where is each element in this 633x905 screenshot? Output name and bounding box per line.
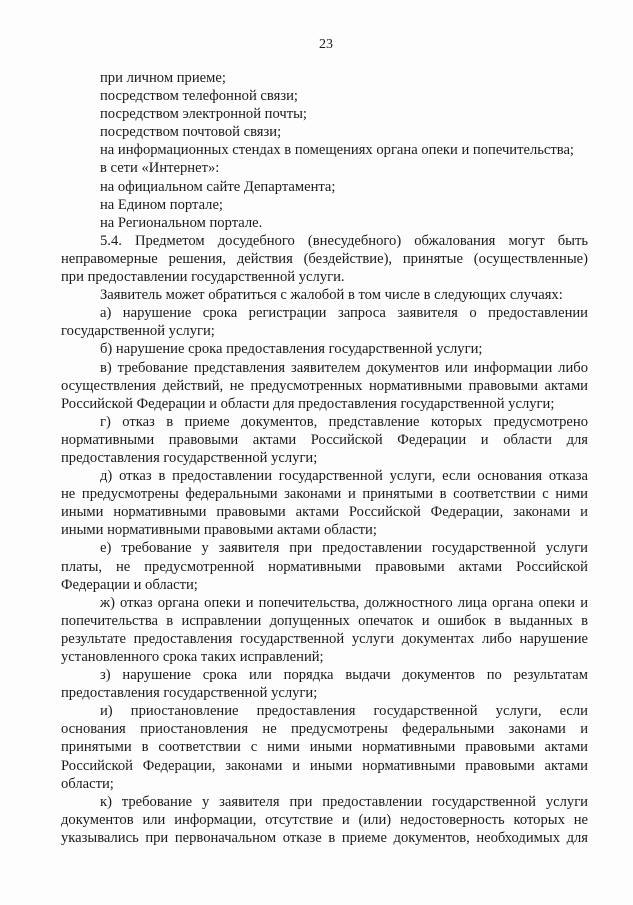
text-line: Федерации и области;	[61, 576, 198, 593]
text-line: осуществления действий, не предусмотренных нормативными правовыми актами	[61, 377, 588, 394]
text-line: документов или информации, отсутствие и (или) недостоверность которых не	[61, 811, 588, 828]
text-line: посредством почтовой связи;	[100, 124, 282, 141]
text-line: е) требование у заявителя при предоставлении государственной услуги	[100, 540, 588, 557]
text-line: государственной услуги;	[61, 323, 215, 340]
text-line: указывались при первоначальном отказе в приеме документов, необходимых для	[61, 829, 588, 846]
page-body-text	[61, 69, 588, 847]
text-line: на Региональном портале.	[100, 214, 263, 231]
text-line: не предусмотрены федеральными законами и принятыми в соответствии с ними	[61, 486, 588, 503]
text-line: предоставления государственной услуги;	[61, 685, 318, 702]
text-line: и) приостановление предоставления государственной услуги, если	[100, 703, 588, 720]
text-line: иными нормативными правовыми актами области;	[61, 522, 377, 539]
text-line: при предоставлении государственной услуги.	[61, 269, 345, 286]
page-number: 23	[319, 37, 333, 52]
text-line: Российской Федерации и области для предоставления государственной услуги;	[61, 395, 555, 412]
text-line: Российской Федерации, законами и иными нормативными правовыми актами	[61, 757, 588, 774]
text-line: а) нарушение срока регистрации запроса заявителя о предоставлении	[100, 305, 588, 322]
text-line: Заявитель может обратиться с жалобой в том числе в следующих случаях:	[100, 287, 563, 304]
text-line: посредством электронной почты;	[100, 106, 307, 123]
text-line: в сети «Интернет»:	[100, 160, 220, 177]
text-line: установленного срока таких исправлений;	[61, 649, 324, 665]
text-line: принятыми в соответствии с ними иными нормативными правовыми актами	[61, 739, 588, 756]
text-line: иными нормативными правовыми актами Российской Федерации, законами и	[61, 504, 588, 521]
text-line: области;	[61, 775, 114, 792]
text-line: неправомерные решения, действия (бездействие), принятые (осуществленные)	[61, 250, 588, 267]
text-line: д) отказ в предоставлении государственной услуги, если основания отказа	[100, 468, 588, 485]
text-line: к) требование у заявителя при предоставлении государственной услуги	[100, 793, 588, 810]
text-line: посредством телефонной связи;	[100, 88, 298, 105]
text-line: основания приостановления не предусмотрены федеральными законами и	[61, 721, 588, 738]
text-line: 5.4. Предметом досудебного (внесудебного) обжалования могут быть	[100, 232, 588, 249]
text-line: на официальном сайте Департамента;	[100, 178, 336, 195]
text-line: з) нарушение срока или порядка выдачи документов по результатам	[100, 667, 588, 684]
text-line: предоставления государственной услуги;	[61, 449, 318, 466]
text-line: попечительства в исправлении допущенных опечаток и ошибок в выданных в	[61, 612, 588, 629]
text-line: б) нарушение срока предоставления государственной услуги;	[100, 341, 483, 358]
text-line: при личном приеме;	[100, 70, 226, 86]
text-line: на Едином портале;	[100, 196, 223, 213]
text-line: на информационных стендах в помещениях органа опеки и попечительства;	[100, 142, 574, 159]
text-line: ж) отказ органа опеки и попечительства, должностного лица органа опеки и	[100, 594, 588, 611]
text-line: в) требование представления заявителем документов или информации либо	[100, 359, 588, 376]
text-line: нормативными правовыми актами Российской Федерации и области для	[61, 431, 588, 448]
text-line: результате предоставления государственной услуги документах либо нарушение	[61, 630, 588, 647]
text-line: платы, не предусмотренной нормативными правовыми актами Российской	[61, 558, 588, 575]
text-line: г) отказ в приеме документов, представление которых предусмотрено	[100, 413, 588, 430]
